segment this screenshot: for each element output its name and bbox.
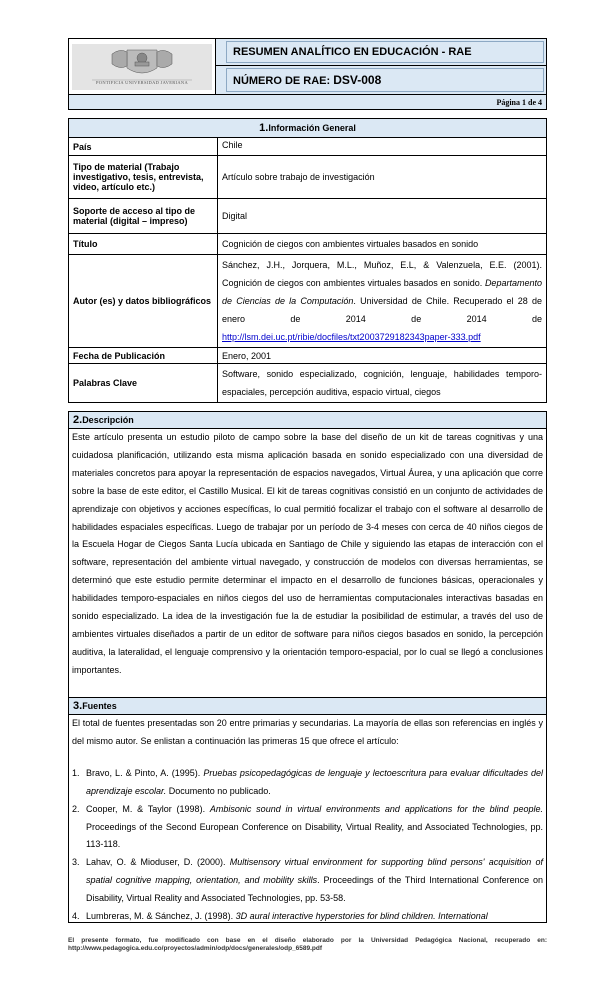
- description-text: Este artículo presenta un estudio piloto de campo sobre la base del diseño de un kit de tareas cognitivas y una cuidadosa planificación, utilizando esta misma aplicación basada en sonido especializado con una diversidad de materiales concretos para apoyar la representación de espacios navegados, Virtual Áurea, y una aplicación que corre sobre la base de este editor, el Castillo Musical. El kit de tareas cognitivas consistió en un conjunto de actividades de aprendizaje con objetivos y acciones específicas, lo cual permitió focalizar el trabajo con el software al desarrollo de habilidades espaciales específicas. Luego de trabajar por un período de 3-4 meses con cerca de 40 niños ciegos de la Escuela Hogar de Ciegos Santa Lucía ubicada en Santiago de Chile y siguiendo las etapas de interacción con el software, representación del ambiente virtual navegado, y construcción de modelos con diversas herramientas, se determinó que este estudio permite determinar el impacto en el desarrollo de funciones básicas, operacionales y habilidades temporo-espaciales en niños ciegos del uso de herramientas computacionales interactivas basadas en sonido especializado. La idea de la investigación fue la de estudiar la posibilidad de estimular, a través del uso de ambientes virtuales diseñados a partir de un editor de software para niños ciegos basados en sonido, la percepción auditiva, la lateralidad, el lenguaje comprensivo y la orientación temporo-espacial, por lo cual se llegó a conclusiones importantes.: [72, 432, 543, 675]
- section-title-description: 2.Descripción: [69, 412, 546, 429]
- description-section: [68, 411, 547, 698]
- value-titulo: Cognición de ciegos con ambientes virtuales basados en sonido: [218, 234, 547, 255]
- section-title-general: 1.Información General: [69, 119, 547, 138]
- logo-cell: [69, 39, 216, 95]
- label-soporte: Soporte de acceso al tipo de material (digital – impreso): [69, 199, 218, 234]
- value-pais: Chile: [218, 138, 547, 156]
- value-soporte: Digital: [218, 199, 547, 234]
- rae-number-label: NÚMERO DE RAE:: [233, 75, 331, 87]
- reference-item: 4. Lumbreras, M. & Sánchez, J. (1998). 3D aural interactive hyperstories for blind children. International: [72, 911, 488, 922]
- rae-number: DSV-008: [333, 73, 382, 87]
- rae-number-cell: [216, 66, 547, 95]
- reference-item: 3. Lahav, O. & Mioduser, D. (2000). Multisensory virtual environment for supporting blind persons' acquisition of spatial cognitive mapping, orientation, and mobility skills. Proceedings of the Third International Conference on Disability, Virtual Reality and Associated Technologies, pp. 53-58.: [72, 857, 543, 904]
- university-logo: [72, 44, 212, 90]
- logo-text: PONTIFICIA UNIVERSIDAD JAVERIANA: [95, 79, 189, 85]
- section-title-sources: 3.Fuentes: [69, 698, 546, 715]
- rae-header: [68, 38, 547, 110]
- reference-item: 1. Bravo, L. & Pinto, A. (1995). Pruebas psicopedagógicas de lenguaje y lectoescritura para evaluar dificultades del aprendizaje escolar. Documento no publicado.: [72, 767, 544, 796]
- value-fecha: Enero, 2001: [218, 348, 547, 364]
- reference-item: 2. Cooper, M. & Taylor (1998). Ambisonic sound in virtual environments and applications for the blind people. Proceedings of the Second European Conference on Disability, Virtual Reality, and Associated Technologies, pp. 113-118.: [72, 803, 544, 850]
- sources-bottom-border: [68, 922, 547, 923]
- label-pais: País: [69, 138, 218, 156]
- sources-section: [68, 697, 547, 923]
- value-palabras: Software, sonido especializado, cognición, lenguaje, habilidades temporo-espaciales, percepción auditiva, espacio virtual, ciegos: [218, 364, 547, 403]
- label-autor: Autor (es) y datos bibliográficos: [69, 255, 218, 348]
- label-fecha: Fecha de Publicación: [69, 348, 218, 364]
- page-number: Página 1 de 4: [69, 95, 547, 110]
- value-tipo: Artículo sobre trabajo de investigación: [218, 156, 547, 199]
- label-titulo: Título: [69, 234, 218, 255]
- label-palabras: Palabras Clave: [69, 364, 218, 403]
- value-autor: Sánchez, J.H., Jorquera, M.L., Muñoz, E.L, & Valenzuela, E.E. (2001). Cognición de ciegos con ambientes virtuales basados en sonido. Departamento de Ciencias de la Computación. Universidad de Chile. Recuperado el 28 de enero de 2014 de 2014 de http://lsm.dei.uc.pt/ribie/docfiles/txt2003729182343paper-333.pdf: [218, 255, 547, 348]
- document-title: RESUMEN ANALÍTICO EN EDUCACIÓN - RAE: [226, 41, 544, 63]
- sources-body: [69, 715, 546, 923]
- title-cell: [216, 39, 547, 66]
- autor-department: Departamento de Ciencias de la Computación: [222, 278, 542, 306]
- footer-note: El presente formato, fue modificado con base en el diseño elaborado por la Universidad Pedagógica Nacional, recuperado en: http://www.pedagogica.edu.co/proyectos/admin/odp/docs/generales/odp_6589.pdf: [68, 937, 547, 952]
- source-link[interactable]: http://lsm.dei.uc.pt/ribie/docfiles/txt2003729182343paper-333.pdf: [222, 332, 481, 342]
- rae-number-row: [226, 68, 544, 92]
- sources-intro: El total de fuentes presentadas son 20 entre primarias y secundarias. La mayoría de ellas son referencias en inglés y del mismo autor. Se enlistan a continuación las primeras 15 que ofrece el artículo:: [72, 718, 543, 746]
- label-tipo: Tipo de material (Trabajo investigativo, tesis, entrevista, video, artículo etc.): [69, 156, 218, 199]
- general-info-table: [68, 118, 547, 403]
